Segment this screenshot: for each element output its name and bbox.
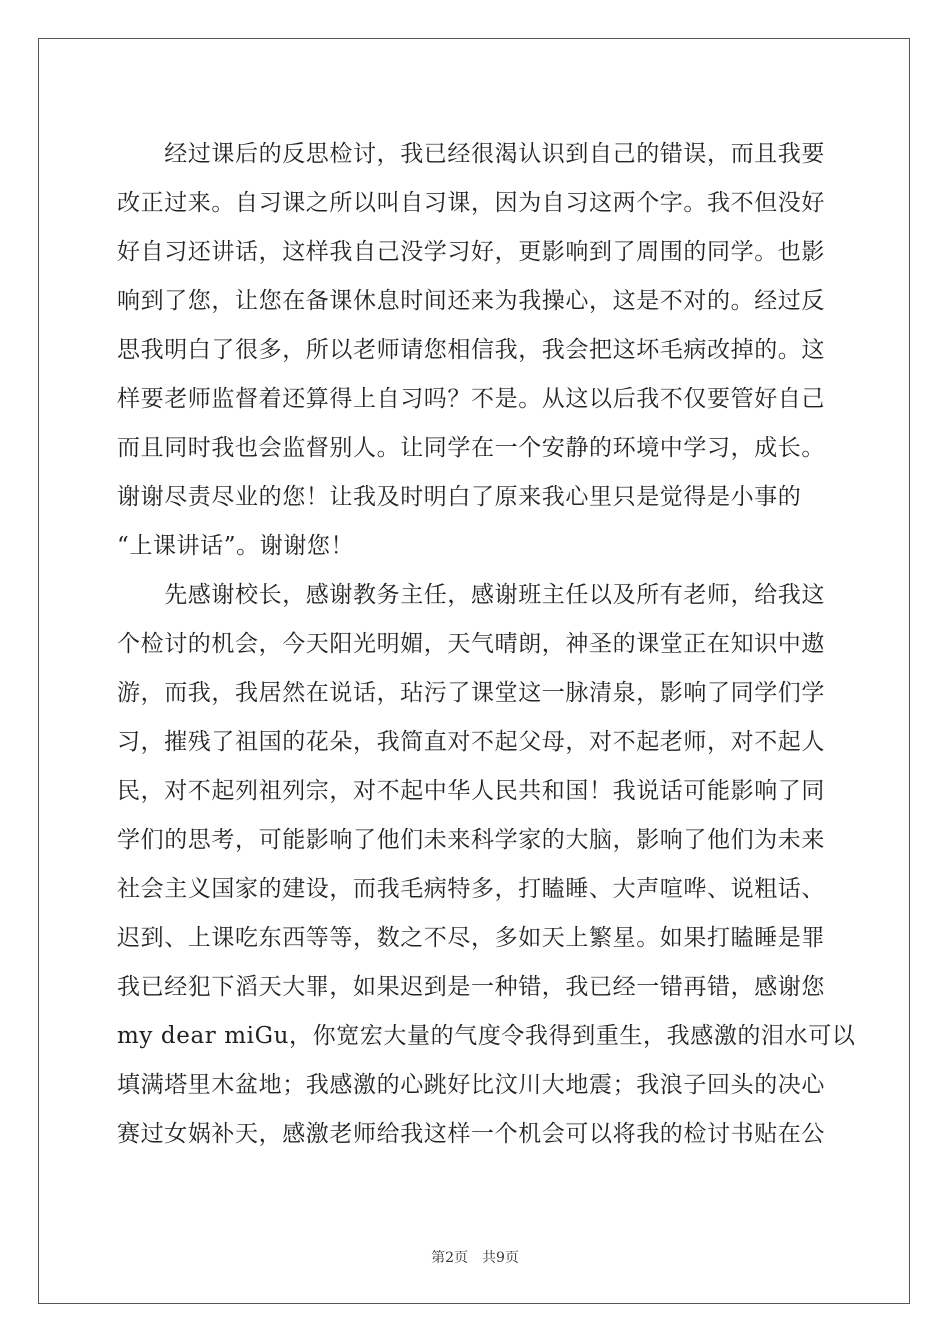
page-total: 共9页 xyxy=(482,1250,519,1266)
text-line: 社会主义国家的建设，而我毛病特多，打瞌睡、大声喧哗、说粗话、 xyxy=(117,876,825,902)
text-line: 个检讨的机会，今天阳光明媚，天气晴朗，神圣的课堂正在知识中遨 xyxy=(117,631,825,657)
page-footer xyxy=(0,1247,950,1267)
document-body xyxy=(117,130,856,1159)
text-line: 民，对不起列祖列宗，对不起中华人民共和国！我说话可能影响了同 xyxy=(117,778,825,804)
text-line: 好自习还讲话，这样我自己没学习好，更影响到了周围的同学。也影 xyxy=(117,239,825,265)
text-line: 习，摧残了祖国的花朵，我简直对不起父母，对不起老师，对不起人 xyxy=(117,729,825,755)
text-line: 样要老师监督着还算得上自习吗？不是。从这以后我不仅要管好自己 xyxy=(117,386,825,412)
text-line: 谢谢尽责尽业的您！让我及时明白了原来我心里只是觉得是小事的 xyxy=(117,484,802,510)
text-line: 先感谢校长，感谢教务主任，感谢班主任以及所有老师，给我这 xyxy=(117,582,825,608)
text-line: 游，而我，我居然在说话，玷污了课堂这一脉清泉，影响了同学们学 xyxy=(117,680,825,706)
text-line: “上课讲话”。谢谢您！ xyxy=(117,533,355,559)
text-line: 响到了您，让您在备课休息时间还来为我操心，这是不对的。经过反 xyxy=(117,288,825,314)
text-line: 迟到、上课吃东西等等，数之不尽，多如天上繁星。如果打瞌睡是罪 xyxy=(117,925,825,951)
paragraph-2 xyxy=(117,571,856,1159)
text-line: 填满塔里木盆地；我感激的心跳好比汶川大地震；我浪子回头的决心 xyxy=(117,1072,825,1098)
page-number: 第2页 xyxy=(431,1250,468,1266)
text-line: 改正过来。自习课之所以叫自习课，因为自习这两个字。我不但没好 xyxy=(117,190,825,216)
text-line: my dear miGu，你宽宏大量的气度令我得到重生，我感激的泪水可以 xyxy=(117,1023,856,1049)
text-line: 思我明白了很多，所以老师请您相信我，我会把这坏毛病改掉的。这 xyxy=(117,337,825,363)
paragraph-1 xyxy=(117,130,833,571)
text-line: 经过课后的反思检讨，我已经很渴认识到自己的错误，而且我要 xyxy=(117,141,825,167)
text-line: 学们的思考，可能影响了他们未来科学家的大脑，影响了他们为未来 xyxy=(117,827,825,853)
text-line: 而且同时我也会监督别人。让同学在一个安静的环境中学习，成长。 xyxy=(117,435,825,461)
text-line: 我已经犯下滔天大罪，如果迟到是一种错，我已经一错再错，感谢您 xyxy=(117,974,825,1000)
text-line: 赛过女娲补天，感激老师给我这样一个机会可以将我的检讨书贴在公 xyxy=(117,1121,825,1147)
